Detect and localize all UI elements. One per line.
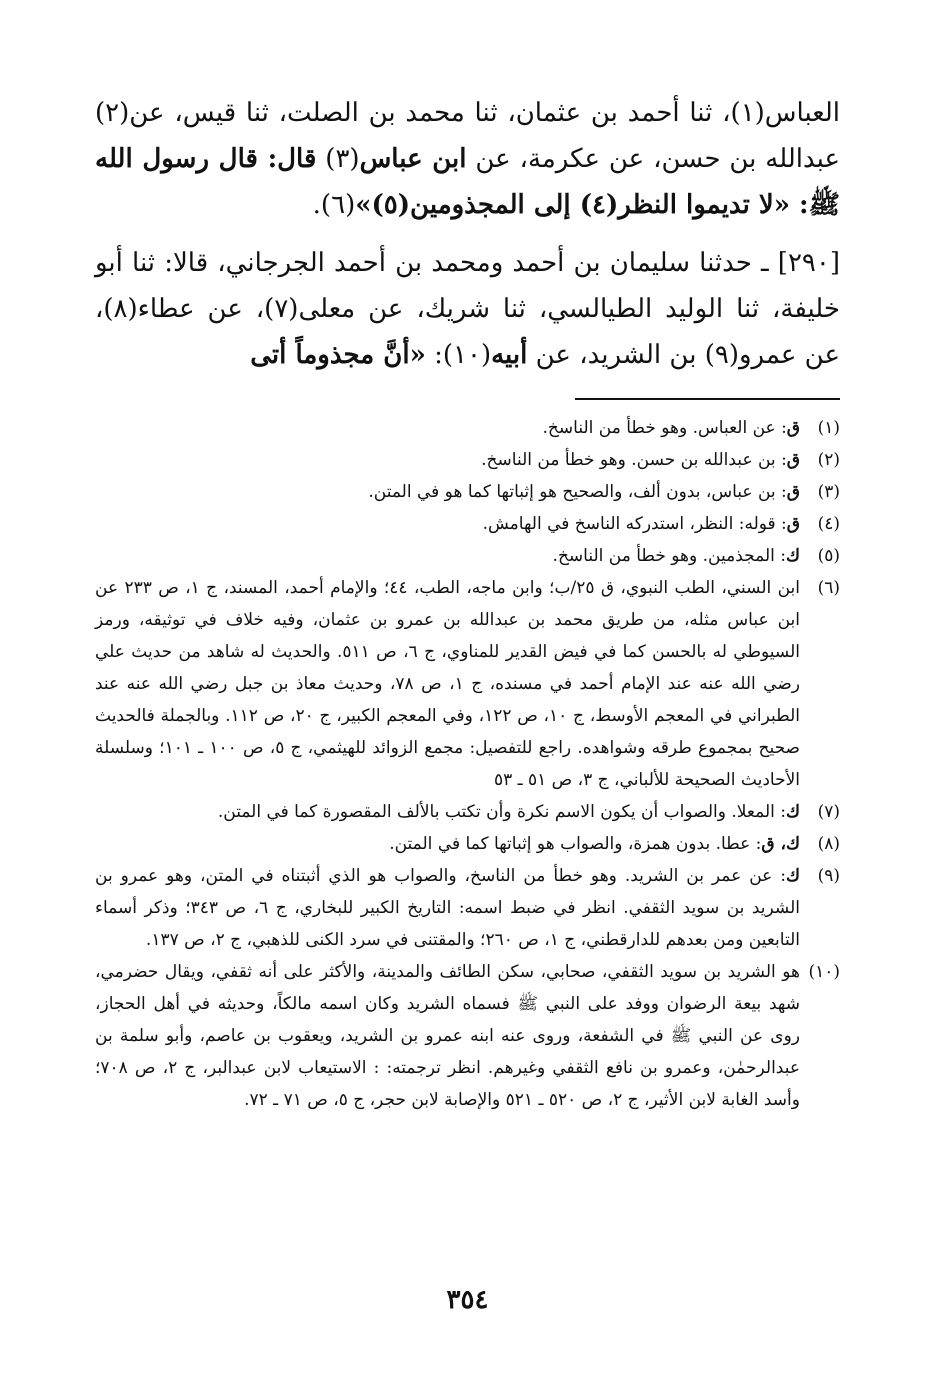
- footnote-body: : المعلا. والصواب أن يكون الاسم نكرة وأن تكتب بالألف المقصورة كما في المتن.: [217, 802, 786, 822]
- footnote-text: [95, 444, 800, 476]
- main-text: [95, 90, 840, 378]
- footnote-text: [95, 860, 800, 956]
- footnote-body: : بن عباس، بدون ألف، والصحيح هو إثباتها كما هو في المتن.: [368, 482, 787, 502]
- bold-run: أبيه: [491, 340, 528, 370]
- footnote: [95, 796, 840, 828]
- page-number: ٣٥٤: [446, 1285, 489, 1315]
- text-run: (٣): [316, 144, 360, 174]
- footnote-body: : المجذمين. وهو خطأ من الناسخ.: [552, 546, 786, 566]
- footnote: [95, 476, 840, 508]
- footnote: [95, 956, 840, 1116]
- footnote-body: : عن عمر بن الشريد. وهو خطأ من الناسخ، والصواب هو الذي أثبتناه في المتن، وهو عمرو بن الشريد بن سويد الثقفي. انظر في ضبط اسمه: التاريخ الكبير للبخاري، ج ٦، ص ٣٤٣؛ وذكر أسماء التابعين ومن بعدهم للدارقطني، ج ١، ص ٢٦٠؛ والمقتنى في سرد الكنى للذهبي، ج ٢، ص ١٣٧.: [95, 866, 800, 950]
- footnote-text: [95, 476, 800, 508]
- manuscript-code: ك: [785, 866, 800, 886]
- paragraph-289-end: [95, 90, 840, 228]
- footnote-number: (٣): [817, 482, 840, 502]
- manuscript-code: ك: [785, 546, 800, 566]
- footnote-text: [95, 508, 800, 540]
- page: [95, 90, 840, 1116]
- footnote: [95, 860, 840, 956]
- footnote: [95, 572, 840, 796]
- footnote-number: (٤): [817, 514, 840, 534]
- footnote-body: هو الشريد بن سويد الثقفي، صحابي، سكن الطائف والمدينة، والأكثر على أنه ثقفي، ويقال حضرمي، شهد بيعة الرضوان ووفد على النبي ﷺ فسماه الشريد وكان اسمه مالكاً، وحديثه في أهل الحجاز، روى عن النبي ﷺ في الشفعة، وروى عنه ابنه عمرو بن الشريد، ويعقوب بن عاصم، وأبو سلمة بن عبدالرحمٰن، وعمرو بن نافع الثقفي وغيرهم. انظر ترجمته: : الاستيعاب لابن عبدالبر، ج ٢، ص ٧٠٨؛ وأسد الغابة لابن الأثير، ج ٢، ص ٥٢٠ ـ ٥٢١ والإصابة لابن حجر، ج ٥، ص ٧١ ـ ٧٢.: [95, 962, 800, 1110]
- footnote-divider: [575, 398, 840, 400]
- manuscript-code: ق: [786, 450, 800, 470]
- footnote-body: : عن العباس. وهو خطأ من الناسخ.: [542, 418, 787, 438]
- manuscript-code: ك، ق: [761, 834, 800, 854]
- footnote-body: ابن السني، الطب النبوي، ق ٢٥/ب؛ وابن ماجه، الطب، ٤٤؛ والإمام أحمد، المسند، ج ١، ص ٢٣٣ عن ابن عباس مثله، من طريق محمد بن عبدالله بن عمرو بن عثمان، وفيه خلاف في توثيقه، ورمز السيوطي له بالحسن كما في فيض القدير للمناوي، ج ٦، ص ٥١١. والحديث له شاهد من حديث علي رضي الله عنه عند الإمام أحمد في مسنده، ج ١، ص ٧٨، وحديث معاذ بن جبل رضي الله عنه عند الطبراني في المعجم الأوسط، ج ١٠، ص ١٢٢، وفي المعجم الكبير، ج ٢٠، ص ١١٢. وبالجملة فالحديث صحيح بمجموع طرقه وشواهده. راجع للتفصيل: مجمع الزوائد للهيثمي، ج ٥، ص ١٠٠ ـ ١٠١؛ وسلسلة الأحاديث الصحيحة للألباني، ج ٣، ص ٥١ ـ ٥٣: [95, 578, 800, 790]
- footnote-number: (٩): [817, 866, 840, 886]
- footnote-body: : قوله: النظر، استدركه الناسخ في الهامش.: [482, 514, 787, 534]
- footnote-number: (١): [817, 418, 840, 438]
- footnote: [95, 540, 840, 572]
- footnote-number: (٨): [817, 834, 840, 854]
- footnote: [95, 828, 840, 860]
- footnote: [95, 508, 840, 540]
- footnote-number: (٢): [817, 450, 840, 470]
- text-run: العباس(١)، ثنا أحمد بن عثمان، ثنا محمد بن الصلت، ثنا قيس، عن(٢) عبدالله بن حسن، عن عكرمة، عن: [95, 98, 840, 174]
- hadith-quote: «أنَّ مجذوماً أتى: [250, 340, 426, 370]
- manuscript-code: ك: [785, 802, 800, 822]
- footnote-text: [95, 796, 800, 828]
- footnote-text: [95, 956, 800, 1116]
- manuscript-code: ق: [786, 418, 800, 438]
- hadith-quote: قال: قال رسول الله ﷺ: «لا تديموا النظر(٤) إلى المجذومين(٥)»: [95, 144, 840, 220]
- footnote-text: [95, 572, 800, 796]
- footnote: [95, 412, 840, 444]
- footnote-number: (٥): [817, 546, 840, 566]
- footnotes: [95, 412, 840, 1116]
- text-run: (٦).: [312, 190, 356, 220]
- footnote: [95, 444, 840, 476]
- footnote-body: : بن عبدالله بن حسن. وهو خطأ من الناسخ.: [481, 450, 787, 470]
- footnote-text: [95, 412, 800, 444]
- paragraph-290: [95, 240, 840, 378]
- bold-run: ابن عباس: [359, 144, 467, 174]
- footnote-body: : عطا. بدون همزة، والصواب هو إثباتها كما في المتن.: [389, 834, 762, 854]
- manuscript-code: ق: [786, 482, 800, 502]
- footnote-number: (٧): [817, 802, 840, 822]
- text-run: [٢٩٠] ـ حدثنا سليمان بن أحمد ومحمد بن أحمد الجرجاني، قالا: ثنا أبو خليفة، ثنا الوليد الطيالسي، ثنا شريك، عن معلى(٧)، عن عطاء(٨)، عن عمرو(٩) بن الشريد، عن: [95, 248, 840, 370]
- footnote-number: (١٠): [808, 962, 840, 982]
- footnote-text: [95, 828, 800, 860]
- footnote-text: [95, 540, 800, 572]
- text-run: (١٠):: [425, 340, 492, 370]
- manuscript-code: ق: [786, 514, 800, 534]
- footnote-number: (٦): [817, 578, 840, 598]
